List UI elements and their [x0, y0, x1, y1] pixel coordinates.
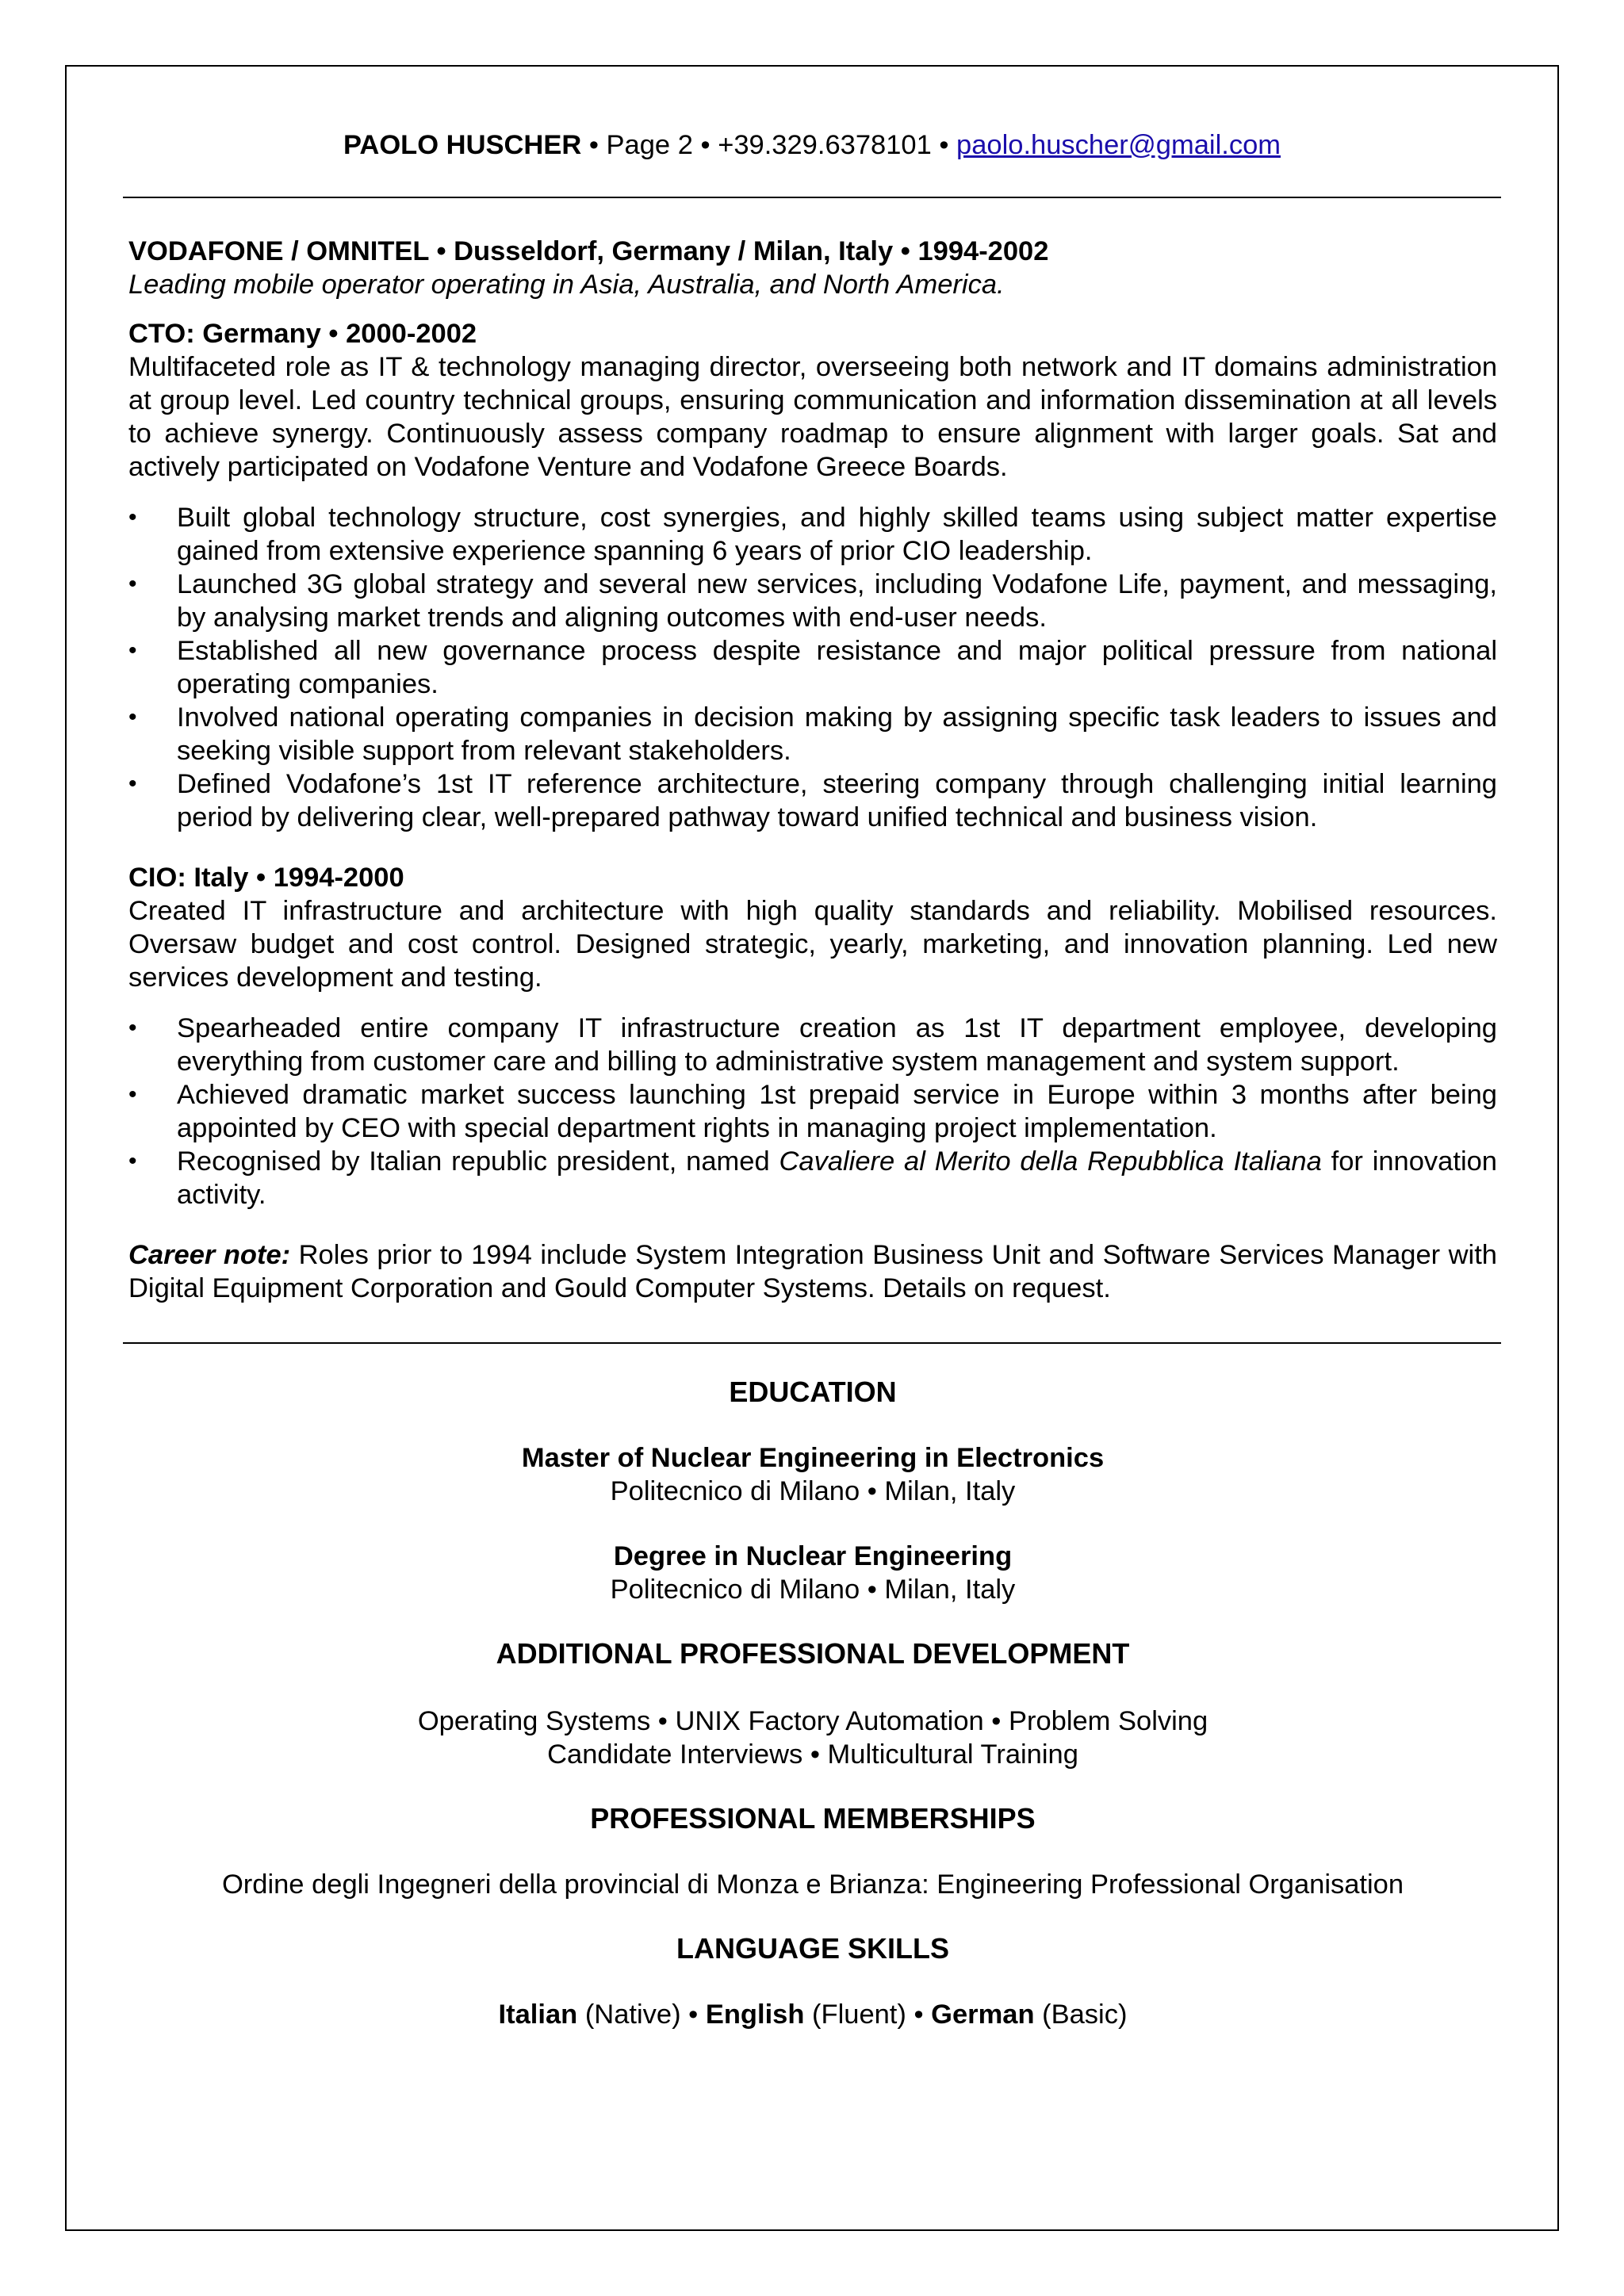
list-item: • Defined Vodafone’s 1st IT reference architecture, steering company through challenging initial learning period by delivering clear, well-prepared pathway toward unified technical and business vision.: [128, 769, 1497, 832]
bullet-icon: •: [128, 1081, 137, 1108]
role-summary: Multifaceted role as IT & technology managing director, overseeing both network and IT domains administration at group level. Led country technical groups, ensuring communication and information dissemination at all levels to achieve synergy. Continuously assess company roadmap to ensure alignment with larger goals. Sat and actively participated on Vodafone Venture and Vodafone Greece Boards.: [128, 352, 1497, 482]
languages-line: Italian (Native) • English (Fluent) • German (Basic): [498, 1999, 1128, 2030]
role-bullets: [128, 501, 1497, 834]
bullet-icon: •: [128, 637, 137, 664]
role-summary: Created IT infrastructure and architecture with high quality standards and reliability. Mobilised resources. Oversaw budget and cost control. Designed strategic, yearly, marketing, and innovation planning. Led new services development and testing.: [128, 896, 1497, 993]
list-item: • Established all new governance process despite resistance and major political pressure from national operating companies.: [128, 636, 1497, 699]
header-name: PAOLO HUSCHER: [343, 130, 582, 160]
header-sep: •: [939, 130, 949, 160]
language-name: German: [931, 1999, 1035, 2030]
degree-school: Politecnico di Milano • Milan, Italy: [610, 1476, 1016, 1506]
language-level: (Basic): [1034, 1999, 1128, 2030]
list-item: • Launched 3G global strategy and several new services, including Vodafone Life, payment, and messaging, by analysing market trends and aligning outcomes with end-user needs.: [128, 569, 1497, 633]
development-line: Operating Systems • UNIX Factory Automation • Problem Solving: [417, 1706, 1208, 1736]
header-email-link[interactable]: paolo.huscher@gmail.com: [956, 130, 1281, 160]
company-description: Leading mobile operator operating in Asia, Australia, and North America.: [128, 270, 1005, 300]
bullet-icon: •: [128, 771, 137, 797]
career-note-label: Career note:: [128, 1240, 291, 1270]
language-level: (Fluent): [804, 1999, 906, 2030]
list-item: • Built global technology structure, cost synergies, and highly skilled teams using subject matter expertise gained from extensive experience spanning 6 years of prior CIO leadership.: [128, 503, 1497, 566]
language-level: (Native): [577, 1999, 681, 2030]
list-item: • Achieved dramatic market success launching 1st prepaid service in Europe within 3 months after being appointed by CEO with special department rights in managing project implementation.: [128, 1080, 1497, 1143]
page-header: [65, 128, 1559, 162]
bullet-icon: •: [128, 704, 137, 730]
career-note: Career note: Roles prior to 1994 include System Integration Business Unit and Software Services Manager with Digital Equipment Corporation and Gould Computer Systems. Details on request.: [128, 1240, 1497, 1303]
role-bullets: [128, 1012, 1497, 1211]
section-title-memberships: PROFESSIONAL MEMBERSHIPS: [590, 1802, 1036, 1835]
language-name: Italian: [498, 1999, 578, 2030]
section-title-education: EDUCATION: [729, 1376, 897, 1408]
development-line: Candidate Interviews • Multicultural Training: [547, 1739, 1078, 1770]
section-title-languages: LANGUAGE SKILLS: [676, 1932, 949, 1965]
honour-title: Cavaliere al Merito della Repubblica Italiana: [779, 1146, 1322, 1177]
language-name: English: [705, 1999, 805, 2030]
list-item: • Recognised by Italian republic president, named Cavaliere al Merito della Repubblica Italiana for innovation activity.: [128, 1146, 1497, 1210]
header-sep: •: [700, 130, 710, 160]
section-title-development: ADDITIONAL PROFESSIONAL DEVELOPMENT: [496, 1637, 1130, 1670]
header-phone: +39.329.6378101: [718, 130, 932, 160]
header-divider: [123, 197, 1501, 198]
section-divider: [123, 1342, 1501, 1344]
bullet-icon: •: [128, 571, 137, 597]
role-title: CIO: Italy • 1994-2000: [128, 863, 404, 893]
list-item: • Spearheaded entire company IT infrastructure creation as 1st IT department employee, developing everything from customer care and billing to administrative system management and system support.: [128, 1013, 1497, 1077]
membership-line: Ordine degli Ingegneri della provincial di Monza e Brianza: Engineering Professional Organisation: [221, 1869, 1404, 1900]
degree-school: Politecnico di Milano • Milan, Italy: [610, 1575, 1016, 1605]
list-item: • Involved national operating companies in decision making by assigning specific task leaders to issues and seeking visible support from relevant stakeholders.: [128, 702, 1497, 766]
bullet-icon: •: [128, 504, 137, 530]
bullet-icon: •: [128, 1015, 137, 1041]
header-sep: •: [588, 130, 599, 160]
lower-sections: [128, 1375, 1497, 2031]
role-title: CTO: Germany • 2000-2002: [128, 319, 477, 349]
degree-name: Degree in Nuclear Engineering: [613, 1541, 1013, 1571]
degree-name: Master of Nuclear Engineering in Electronics: [521, 1443, 1105, 1473]
company-line: VODAFONE / OMNITEL • Dusseldorf, Germany / Milan, Italy • 1994-2002: [128, 236, 1049, 266]
header-page: Page 2: [606, 130, 693, 160]
bullet-icon: •: [128, 1148, 137, 1174]
experience-section: [128, 235, 1497, 1305]
